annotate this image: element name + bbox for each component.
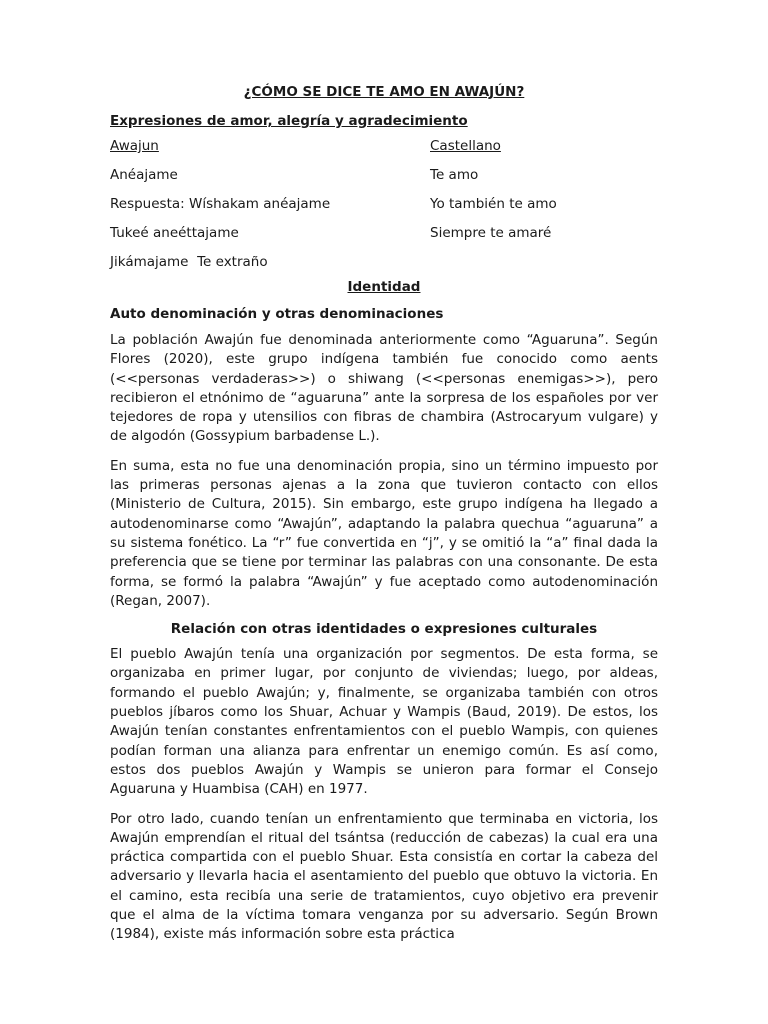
relations-heading: Relación con otras identidades o expresiones culturales [170, 621, 598, 638]
castellano-term: Te amo [430, 167, 479, 183]
relations-paragraph: Por otro lado, cuando tenían un enfrentamiento que terminaba en victoria, los Awajún emprendían el ritual del tsántsa (reducción de cabezas) la cual era una práctica compartida con el pueblo Shuar. Esta consistía en cortar la cabeza del adversario y llevarla hacia el asentamiento del pueblo que obtuvo la victoria. En el camino, esta recibía una serie de tratamientos, cuyo objetivo era prevenir que el alma de la víctima tomara venganza por su adversario. Según Brown (1984), existe más información sobre esta práctica [110, 810, 658, 943]
identity-subheading: Auto denominación y otras denominaciones [110, 306, 444, 322]
identity-paragraph: En suma, esta no fue una denominación propia, sino un término impuesto por las primeras personas ajenas a la zona que tuvieron contacto con ellos (Ministerio de Cultura, 2015). Sin embargo, este grupo indígena ha llegado a autodenominarse como “Awajún”, adaptando la palabra quechua “aguaruna” a su sistema fonético. La “r” fue convertida en “j”, y se omitió la “a” final dada la preferencia que se tiene por terminar las palabras con una consonante. De esta forma, se formó la palabra “Awajún” y fue aceptado como autodenominación (Regan, 2007). [110, 457, 658, 609]
identity-heading: Identidad [347, 279, 421, 295]
vocabulary-row [110, 167, 658, 196]
vocabulary-row [110, 225, 658, 254]
vocabulary-header-row [110, 138, 658, 167]
awajun-term: Tukeé aneéttajame [110, 225, 239, 241]
vocabulary-row [110, 196, 658, 225]
vocabulary-table [110, 138, 658, 254]
awajun-term: Anéajame [110, 167, 178, 183]
column-header-castellano: Castellano [430, 138, 501, 154]
vocabulary-last-line: Jikámajame Te extraño [110, 254, 268, 270]
awajun-term: Respuesta: Wíshakam anéajame [110, 196, 331, 212]
castellano-term: Yo también te amo [430, 196, 557, 212]
identity-paragraph: La población Awajún fue denominada anteriormente como “Aguaruna”. Según Flores (2020), este grupo indígena también fue conocido como aents (<<personas verdaderas>>) o shiwang (<<personas enemigas>>), pero recibieron el etnónimo de “aguaruna” ante la sorpresa de los españoles por ver tejedores de ropa y utensilios con fibras de chambira (Astrocaryum vulgare) y de algodón (Gossypium barbadense L.). [110, 332, 658, 445]
expressions-heading: Expresiones de amor, alegría y agradecimiento [110, 113, 468, 129]
castellano-term: Siempre te amaré [430, 225, 552, 241]
document-title: ¿CÓMO SE DICE TE AMO EN AWAJÚN? [243, 84, 525, 100]
relations-paragraph: El pueblo Awajún tenía una organización por segmentos. De esta forma, se organizaba en primer lugar, por conjunto de viviendas; luego, por aldeas, formando el pueblo Awajún; y, finalmente, se organizaba también con otros pueblos jíbaros como los Shuar, Achuar y Wampis (Baud, 2019). De estos, los Awajún tenían constantes enfrentamientos con el pueblo Wampis, con quienes podían forman una alianza para enfrentar un enemigo común. Es así como, estos dos pueblos Awajún y Wampis se unieron para formar el Consejo Aguaruna y Huambisa (CAH) en 1977. [110, 646, 658, 798]
column-header-awajun: Awajun [110, 138, 159, 154]
